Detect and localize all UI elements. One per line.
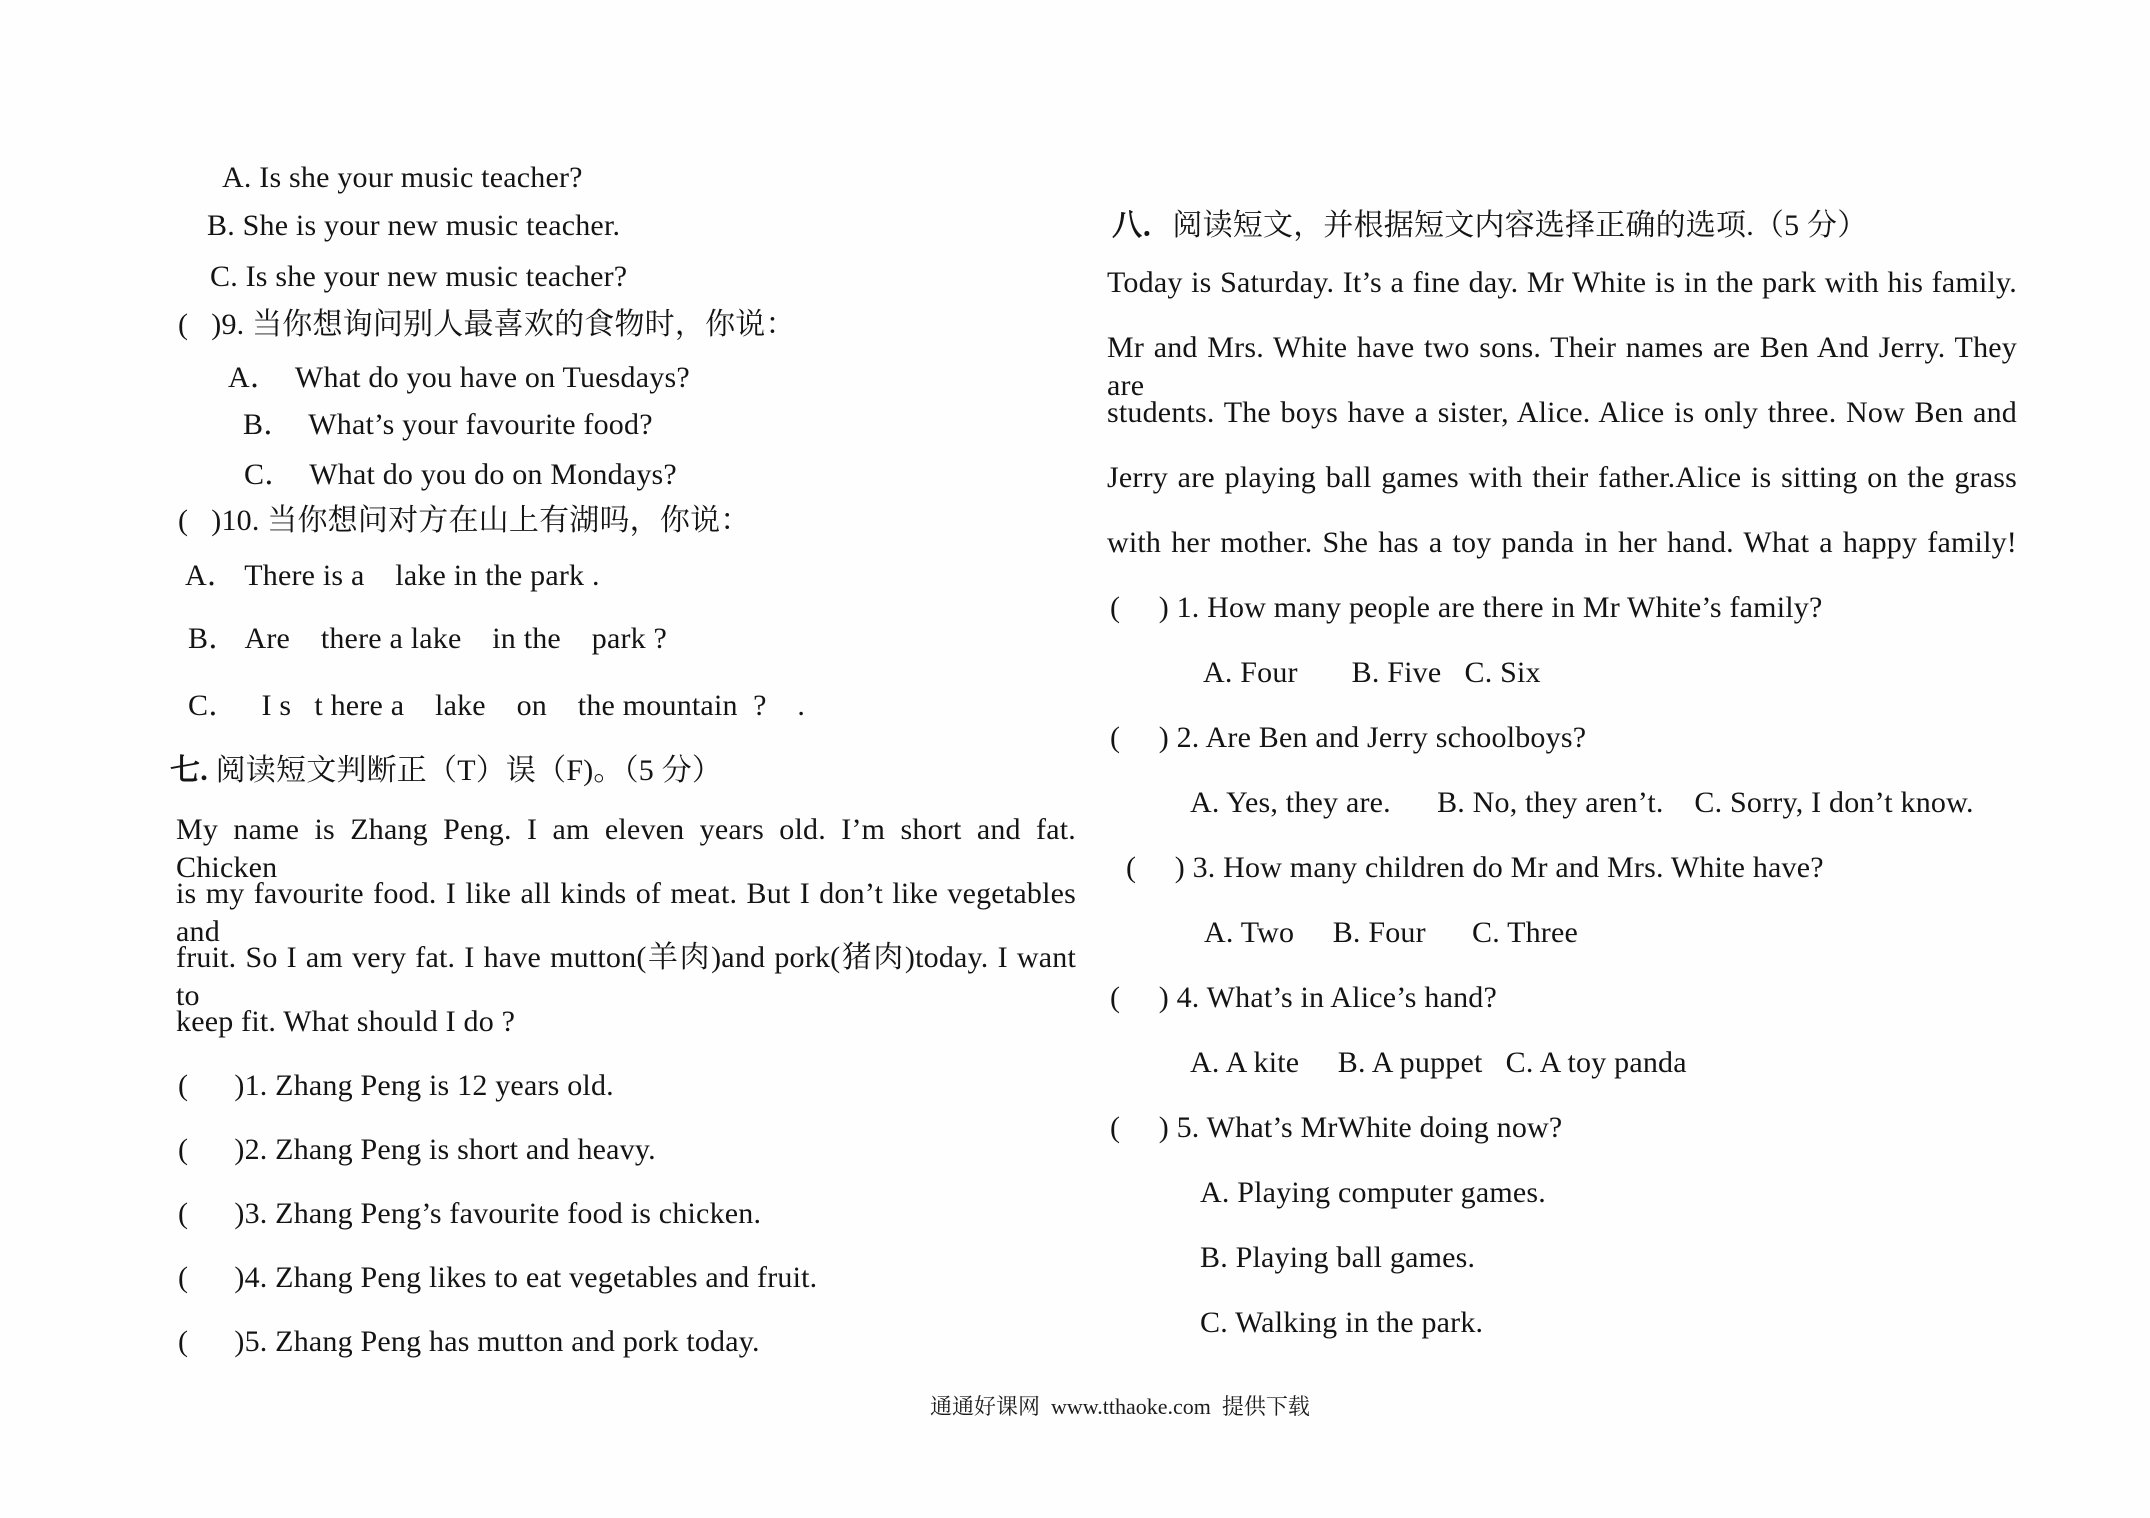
option-line: C. Walking in the park. bbox=[1200, 1306, 1484, 1339]
section-heading bbox=[1112, 207, 1867, 245]
options-line: A. Four B. Five C. Six bbox=[1203, 656, 1541, 689]
option-line: B. She is your new music teacher. bbox=[207, 209, 621, 242]
passage-line: My name is Zhang Peng. I am eleven years old. I’m short and fat. Chicken bbox=[176, 813, 1076, 884]
options-line: A. A kite B. A puppet C. A toy panda bbox=[1190, 1046, 1687, 1079]
question-line: ( ) 4. What’s in Alice’s hand? bbox=[1110, 981, 1498, 1014]
tf-item: ( )3. Zhang Peng’s favourite food is chicken. bbox=[178, 1197, 762, 1230]
passage-line: with her mother. She has a toy panda in her hand. What a happy family! bbox=[1107, 526, 2017, 559]
section-title: 阅读短文判断正（T）误（F)。（5 分） bbox=[207, 754, 723, 787]
question-line: ( ) 3. How many children do Mr and Mrs. White have? bbox=[1126, 851, 1824, 884]
passage-line: Today is Saturday. It’s a fine day. Mr White is in the park with his family. bbox=[1107, 266, 2017, 299]
option-line: B. Playing ball games. bbox=[1200, 1241, 1476, 1274]
option-line: A. Playing computer games. bbox=[1200, 1176, 1546, 1209]
question-prompt: ( )10. 当你想问对方在山上有湖吗，你说： bbox=[178, 504, 751, 537]
tf-item: ( )5. Zhang Peng has mutton and pork today. bbox=[178, 1325, 760, 1358]
footer-watermark: 通通好课网 www.tthaoke.com 提供下载 bbox=[930, 1394, 1310, 1419]
tf-item: ( )4. Zhang Peng likes to eat vegetables and fruit. bbox=[178, 1261, 818, 1294]
option-line: A. Is she your music teacher? bbox=[222, 161, 583, 194]
passage-line: is my favourite food. I like all kinds of meat. But I don’t like vegetables and bbox=[176, 877, 1076, 948]
option-line: C． What do you do on Mondays? bbox=[244, 458, 677, 491]
option-line: C. Is she your new music teacher? bbox=[210, 260, 628, 293]
passage-line: students. The boys have a sister, Alice. Alice is only three. Now Ben and bbox=[1107, 396, 2017, 429]
tf-item: ( )2. Zhang Peng is short and heavy. bbox=[178, 1133, 656, 1166]
option-line: B． What’s your favourite food? bbox=[243, 408, 653, 441]
option-line: B． Are there a lake in the park ? bbox=[188, 622, 668, 655]
options-line: A. Two B. Four C. Three bbox=[1204, 916, 1579, 949]
passage-line: Mr and Mrs. White have two sons. Their names are Ben And Jerry. They are bbox=[1107, 331, 2017, 402]
option-line: A． There is a lake in the park . bbox=[185, 559, 600, 592]
question-prompt: ( )9. 当你想询问别人最喜欢的食物时，你说： bbox=[178, 308, 796, 341]
options-line: A. Yes, they are. B. No, they aren’t. C. Sorry, I don’t know. bbox=[1190, 786, 1974, 819]
tf-item: ( )1. Zhang Peng is 12 years old. bbox=[178, 1069, 614, 1102]
section-title: 阅读短文，并根据短文内容选择正确的选项.（5 分） bbox=[1172, 209, 1868, 242]
passage-line: fruit. So I am very fat. I have mutton(羊肉)and pork(猪肉)today. I want to bbox=[176, 941, 1076, 1012]
question-line: ( ) 5. What’s MrWhite doing now? bbox=[1110, 1111, 1563, 1144]
option-line: C． I s t here a lake on the mountain ? . bbox=[188, 689, 806, 722]
section-number: 七. bbox=[170, 754, 208, 787]
section-heading bbox=[170, 752, 722, 790]
question-line: ( ) 2. Are Ben and Jerry schoolboys? bbox=[1110, 721, 1587, 754]
passage-line: Jerry are playing ball games with their father.Alice is sitting on the grass bbox=[1107, 461, 2017, 494]
section-number: 八． bbox=[1112, 209, 1173, 242]
question-line: ( ) 1. How many people are there in Mr White’s family? bbox=[1110, 591, 1823, 624]
option-line: A． What do you have on Tuesdays? bbox=[228, 361, 690, 394]
passage-line: keep fit. What should I do ? bbox=[176, 1005, 516, 1038]
